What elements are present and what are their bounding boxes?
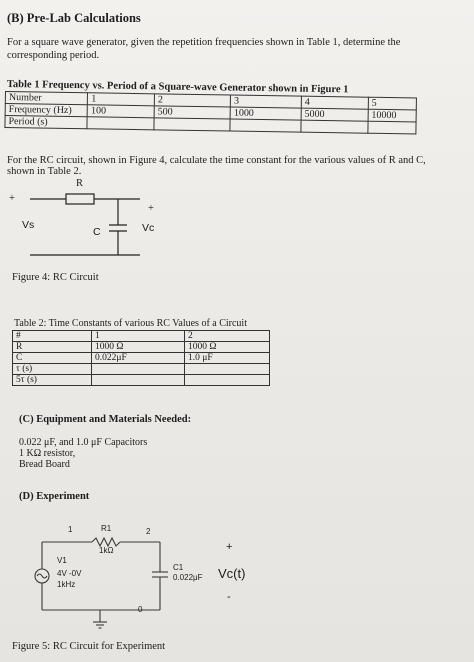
rc-text-line1: For the RC circuit, shown in Figure 4, calculate the time constant for the various values of R and C, — [7, 155, 426, 166]
table-cell: 3 — [230, 95, 301, 108]
table1 — [4, 91, 417, 134]
figure4-plus-right: + — [148, 203, 154, 214]
figure5-node-0: 0 — [138, 605, 143, 614]
table-row — [13, 353, 270, 364]
table-cell — [230, 119, 301, 132]
table-row — [13, 364, 270, 375]
table1-title: Table 1 Frequency vs. Period of a Square-wave Generator shown in Figure 1 — [6, 79, 349, 96]
figure4-label-vs: Vs — [22, 219, 35, 231]
table-row — [13, 375, 270, 386]
figure5-v1-frequency: 1kHz — [57, 580, 76, 589]
figure5-minus: - — [227, 591, 231, 603]
rc-text-line2: shown in Table 2. — [7, 166, 82, 177]
table-cell: 4 — [301, 96, 368, 109]
table-cell: Number — [5, 92, 88, 105]
section-b-intro-line2: corresponding period. — [7, 50, 100, 61]
table-cell: 2 — [185, 331, 270, 342]
table-cell: 10000 — [368, 109, 416, 122]
figure5-r1-value: 1kΩ — [99, 546, 114, 555]
figure5-node-2: 2 — [146, 527, 151, 536]
table-cell: C — [13, 353, 92, 364]
table-row — [13, 331, 270, 342]
section-c-heading: (C) Equipment and Materials Needed: — [19, 414, 192, 425]
table-cell: 1000 — [230, 107, 301, 120]
figure5-node-1: 1 — [68, 525, 73, 534]
table2-title: Table 2: Time Constants of various RC Values of a Circuit — [14, 318, 247, 329]
figure5-plus: + — [226, 541, 233, 553]
figure4-label-c: C — [93, 226, 101, 238]
table-cell: # — [13, 331, 92, 342]
table-cell: 1 — [88, 93, 155, 106]
table-cell — [87, 117, 154, 130]
figure4-plus-left: + — [9, 193, 15, 204]
table-cell: Frequency (Hz) — [5, 104, 88, 117]
figure4-label-vc: Vc — [142, 222, 155, 234]
table-cell — [185, 375, 270, 386]
table-cell: 0.022μF — [92, 353, 185, 364]
figure5-r1-name: R1 — [101, 524, 112, 533]
table-cell: 1 — [92, 331, 185, 342]
table-cell: 5τ (s) — [13, 375, 92, 386]
table-cell: Period (s) — [5, 116, 88, 129]
table-cell: 1.0 μF — [185, 353, 270, 364]
figure5-v1-amplitude: 4V -0V — [57, 569, 82, 578]
table-cell: 1000 Ω — [185, 342, 270, 353]
table-cell — [368, 121, 416, 134]
table-cell: 5 — [368, 97, 416, 110]
table-cell — [301, 120, 368, 133]
list-item: 1 KΩ resistor, — [19, 448, 76, 459]
table-cell: 500 — [154, 106, 230, 119]
table2 — [12, 330, 270, 386]
table-cell — [92, 375, 185, 386]
figure5-c1-name: C1 — [173, 563, 184, 572]
figure4-caption: Figure 4: RC Circuit — [12, 272, 99, 283]
figure4-label-r: R — [76, 178, 84, 189]
list-item: 0.022 μF, and 1.0 μF Capacitors — [19, 437, 148, 448]
figure5-vc-label: Vc(t) — [218, 566, 246, 581]
table-cell: 2 — [154, 94, 230, 107]
section-b-heading: (B) Pre-Lab Calculations — [7, 11, 141, 25]
table-cell: τ (s) — [13, 364, 92, 375]
table-row — [13, 342, 270, 353]
figure5-caption: Figure 5: RC Circuit for Experiment — [12, 641, 166, 652]
list-item: Bread Board — [19, 459, 70, 470]
table-cell — [154, 118, 230, 131]
table-cell: 100 — [87, 105, 154, 118]
section-b-intro-line1: For a square wave generator, given the repetition frequencies shown in Table 1, determine the — [7, 37, 401, 48]
table-cell — [92, 364, 185, 375]
table-cell: 1000 Ω — [92, 342, 185, 353]
figure5-c1-value: 0.022μF — [173, 573, 203, 582]
table-cell: 5000 — [301, 108, 368, 121]
figure5-v1-name: V1 — [57, 556, 67, 565]
section-d-heading: (D) Experiment — [19, 491, 90, 502]
table-cell — [185, 364, 270, 375]
table-cell: R — [13, 342, 92, 353]
section-c-items — [19, 437, 147, 470]
